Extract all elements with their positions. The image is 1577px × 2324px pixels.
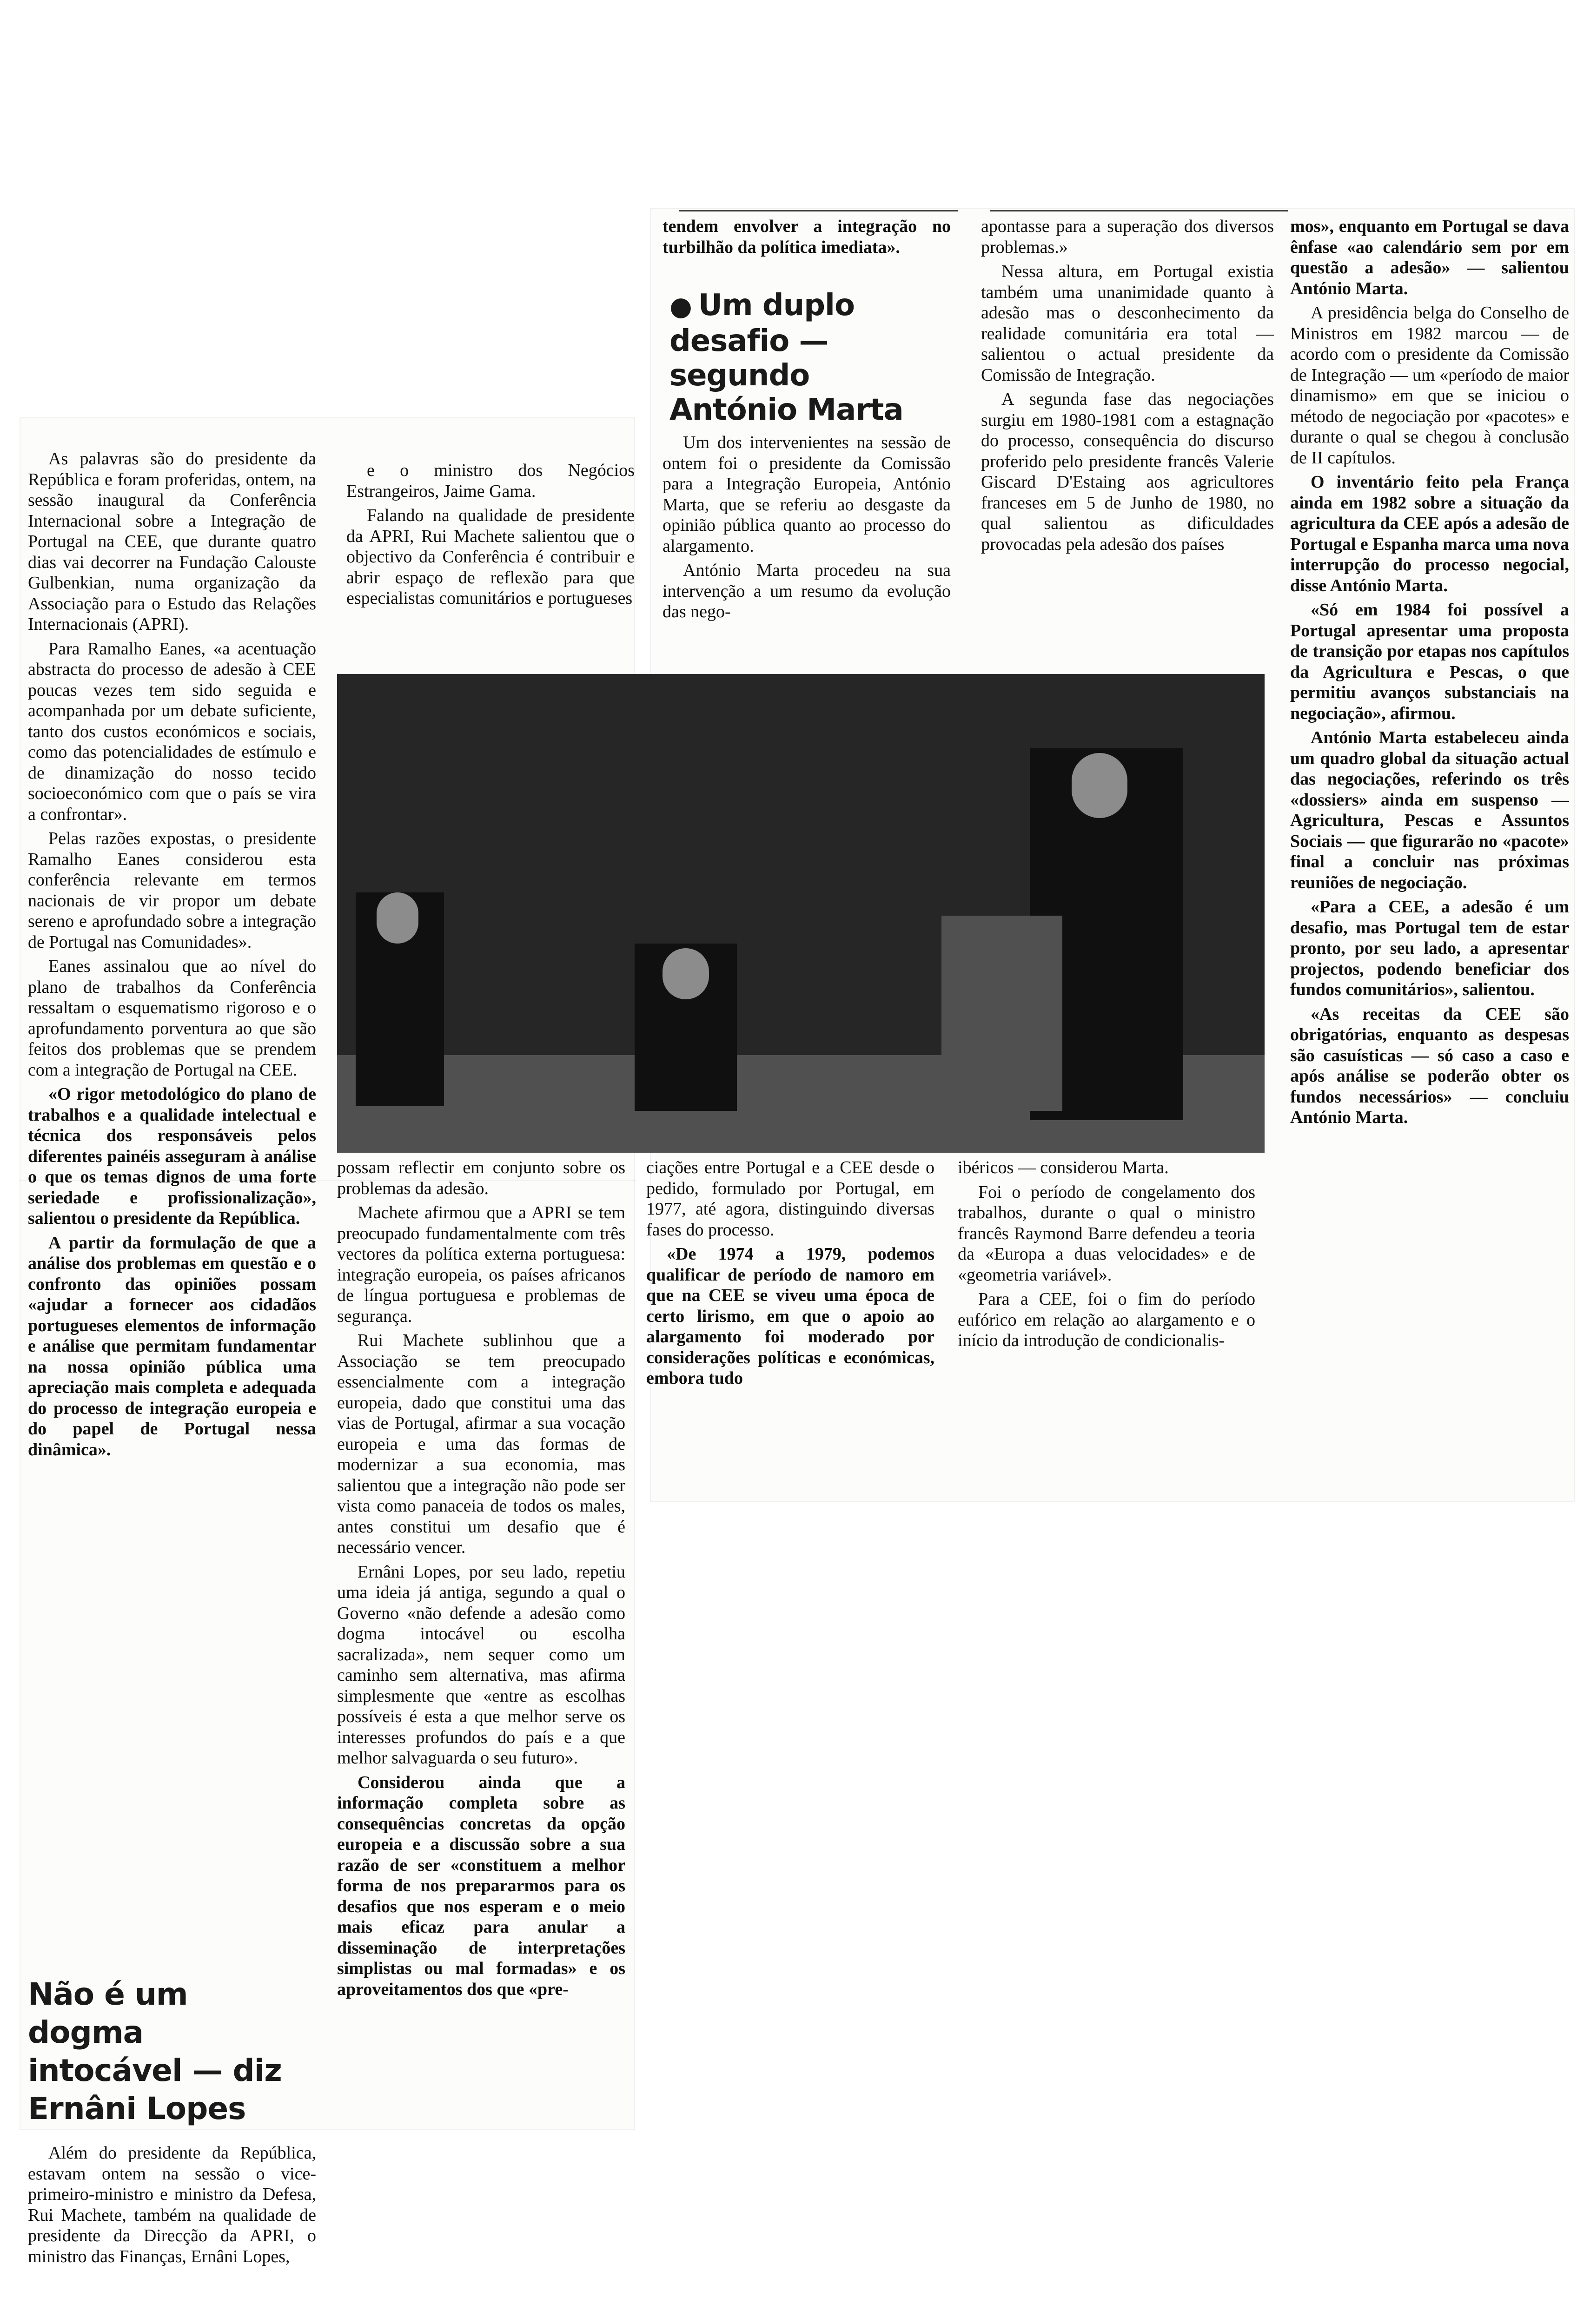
col3-text xyxy=(663,432,951,672)
paragraph: Pelas razões expostas, o presidente Ramalho Eanes considerou esta conferência relevante em termos nacionais de vir propor um debate sereno e aprofundado sobre a integração de Portugal nas Comunidades». xyxy=(28,829,316,952)
col4-bottom-text xyxy=(958,1157,1255,1473)
paragraph: Foi o período de congelamento dos trabalhos, durante o qual o ministro francês Raymond Barre defendeu a teoria da «Europa a duas velocidades» e de «geometria variável». xyxy=(958,1182,1255,1285)
paragraph: Além do presidente da República, estavam ontem na sessão o vice-primeiro-ministro e ministro da Defesa, Rui Machete, também na qualidade de presidente da Direcção da APRI, o ministro das Finanças, Ernâni Lopes, xyxy=(28,2143,316,2266)
col2-bottom-text xyxy=(337,1157,625,2324)
col1-text xyxy=(28,449,316,1982)
col3-top-text xyxy=(663,216,951,284)
face-center xyxy=(663,948,709,999)
col4-top-text xyxy=(981,216,1274,674)
paragraph: tendem envolver a integração no turbilhão da política imediata». xyxy=(663,217,951,257)
paragraph: «O rigor metodológico do plano de trabalhos e a qualidade intelectual e técnica dos responsáveis pelos diferentes painéis asseguram à análise o que os temas dignos de uma forte seriedade e profissionalização», salientou o presidente da República. xyxy=(28,1084,316,1228)
paragraph: O inventário feito pela França ainda em 1982 sobre a situação da agricultura da CEE após a adesão de Portugal e Espanha marca uma nova interrupção do processo negocial, disse António Marta. xyxy=(1290,472,1569,595)
paragraph: mos», enquanto em Portugal se dava ênfase «ao calendário sem por em questão a adesão» — salientou António Marta. xyxy=(1290,217,1569,298)
paragraph: Considerou ainda que a informação completa sobre as consequências concretas da opção europeia e a discussão sobre a sua razão de ser «constituem a melhor forma de nos prepararmos para os desafios que nos esperam e o meio mais eficaz para anular a disseminação de interpretações simplistas ou mal formadas» e os aproveitamentos dos que «pre- xyxy=(337,1772,625,1999)
paragraph: «De 1974 a 1979, podemos qualificar de período de namoro em que na CEE se viveu uma época de certo lirismo, em que o apoio ao alargamento foi moderado por considerações políticas e económicas, embora tudo xyxy=(646,1244,934,1388)
paragraph: Machete afirmou que a APRI se tem preocupado fundamentalmente com três vectores da política externa portuguesa: integração europeia, os países africanos de língua portuguesa e problemas de segurança. xyxy=(337,1203,625,1326)
paragraph: Falando na qualidade de presidente da APRI, Rui Machete salientou que o objectivo da Conferência é contribuir e abrir espaço de reflexão para que especialistas comunitários e portugueses xyxy=(346,506,635,608)
paragraph: Ernâni Lopes, por seu lado, repetiu uma ideia já antiga, segundo a qual o Governo «não defende a adesão como dogma intocável ou escolha sacralizada», nem sequer como um caminho sem alternativa, mas afirma simplesmente que «entre as escolhas possíveis é esta a que melhor serve os interesses profundos do país e a que melhor salvaguarda o seu futuro». xyxy=(337,1562,625,1768)
top-rule xyxy=(679,210,958,211)
subhead-lopes: Não é um dogma intocável — diz Ernâni Lopes xyxy=(28,1976,282,2126)
paragraph: Nessa altura, em Portugal existia também uma unanimidade quanto à adesão mas o desconhecimento da realidade comunitária era total — salientou o actual presidente da Comissão de Integração. xyxy=(981,262,1274,385)
paragraph: Para a CEE, foi o fim do período eufórico em relação ao alargamento e o início da introdução de condicionalis- xyxy=(958,1289,1255,1350)
heading-marta xyxy=(669,288,930,428)
paragraph: A partir da formulação de que a análise dos problemas em questão e o confronto das opiniões possam «ajudar a fornecer aos cidadãos portugueses elementos de informação e análise que permitam fundamentar na nossa opinião pública uma apreciação mais completa e adequada do processo de integração europeia e do papel de Portugal nessa dinâmica». xyxy=(28,1233,316,1459)
paragraph: Um dos intervenientes na sessão de ontem foi o presidente da Comissão para a Integração Europeia, António Marta, que se referiu ao desgaste da opinião pública quanto ao processo do alargamento. xyxy=(663,433,951,556)
paragraph: António Marta procedeu na sua intervenção a um resumo da evolução das nego- xyxy=(663,561,951,621)
paragraph: António Marta estabeleceu ainda um quadro global da situação actual das negociações, referindo os três «dossiers» ainda em suspenso — Agricultura, Pescas e Assuntos Sociais — que figurarão no «pacote» final a concluir nas próximas reuniões de negociação. xyxy=(1290,728,1569,892)
paragraph: «Para a CEE, a adesão é um desafio, mas Portugal tem de estar pronto, por seu lado, a apresentar projectos, podendo beneficiar dos fundos comunitários», salientou. xyxy=(1290,897,1569,999)
lectern xyxy=(941,916,1062,1111)
paragraph: ibéricos — considerou Marta. xyxy=(958,1158,1169,1177)
face-left xyxy=(377,892,418,944)
paragraph: As palavras são do presidente da República e foram proferidas, ontem, na sessão inaugural da Conferência Internacional sobre a Integração de Portugal na CEE, que durante quatro dias vai decorrer na Fundação Calouste Gulbenkian, numa organização da Associação para o Estudo das Relações Internacionais (APRI). xyxy=(28,449,316,634)
col2-top-text xyxy=(346,460,635,674)
top-rule-right xyxy=(990,210,1288,211)
paragraph: A segunda fase das negociações surgiu em 1980-1981 com a estagnação do processo, consequência do discurso proferido pelo presidente francês Valerie Giscard D'Estaing aos agricultores franceses em 5 de Junho de 1980, no qual salientou as dificuldades provocadas pela adesão dos países xyxy=(981,390,1274,554)
heading-text: Um duplo desafio — segundo António Marta xyxy=(669,288,903,427)
paragraph: Eanes assinalou que ao nível do plano de trabalhos da Conferência ressaltam o esquematismo rigoroso e o aprofundamento porventura ao que são feitos dos problemas que se prendem com a integração de Portugal na CEE. xyxy=(28,957,316,1080)
face-speaker xyxy=(1072,753,1127,818)
conference-photo xyxy=(337,674,1265,1153)
paragraph: e o ministro dos Negócios Estrangeiros, Jaime Gama. xyxy=(346,461,635,501)
paragraph: ciações entre Portugal e a CEE desde o pedido, formulado por Portugal, em 1977, até agora, distinguindo diversas fases do processo. xyxy=(646,1158,934,1240)
paragraph: «Só em 1984 foi possível a Portugal apresentar uma proposta de transição por etapas nos capítulos da Agricultura e Pescas, o que permitiu avanços substanciais na negociação», afirmou. xyxy=(1290,600,1569,723)
col3-bottom-text xyxy=(646,1157,934,1473)
paragraph: Para Ramalho Eanes, «a acentuação abstracta do processo de adesão à CEE poucas vezes tem sido seguida e acompanhada por um debate suficiente, tanto dos custos económicos e sociais, como das potencialidades de estímulo e de dinamização do nosso tecido socioeconómico com que o país se vira a confrontar». xyxy=(28,639,316,824)
bullet-icon: ● xyxy=(669,291,692,322)
paragraph: apontasse para a superação dos diversos problemas.» xyxy=(981,217,1274,257)
paragraph: possam reflectir em conjunto sobre os problemas da adesão. xyxy=(337,1158,625,1198)
paragraph: «As receitas da CEE são obrigatórias, enquanto as despesas são casuísticas — só caso a caso e após análise se poderão obter os fundos necessários» — concluiu António Marta. xyxy=(1290,1004,1569,1127)
col5-text xyxy=(1290,216,1569,1480)
paragraph: A presidência belga do Conselho de Ministros em 1982 marcou — de acordo com o presidente da Comissão de Integração — um «período de maior dinamismo» em que se iniciou o método de negociação por «pacotes» e durante o qual se chegou à conclusão de II capítulos. xyxy=(1290,303,1569,468)
paragraph: Rui Machete sublinhou que a Associação se tem preocupado essencialmente com a integração europeia, dado que constitui uma das vias de Portugal, afirmar a sua vocação europeia e uma das formas de modernizar a sua economia, mas salientou que a integração não pode ser vista como panaceia de todos os males, antes constitui um desafio que é necessário vencer. xyxy=(337,1331,625,1557)
col1-bottom-text xyxy=(28,2143,316,2324)
